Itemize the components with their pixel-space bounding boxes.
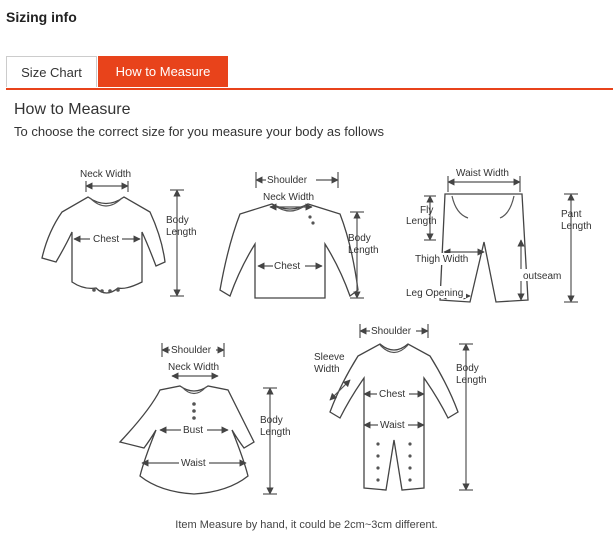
label-body-length-2: Length (456, 375, 487, 386)
label-body-length-2: Length (166, 227, 197, 238)
label-neck-width: Neck Width (80, 169, 132, 180)
label-chest: Chest (379, 389, 406, 400)
section-heading: How to Measure (14, 101, 131, 118)
bodysuit-figure (42, 169, 197, 296)
label-shoulder: Shoulder (171, 345, 212, 356)
label-shoulder: Shoulder (371, 326, 412, 337)
label-waist: Waist (380, 420, 405, 431)
label-waist: Waist (181, 458, 206, 469)
label-sleeve-width-2: Width (314, 364, 340, 375)
label-chest: Chest (274, 261, 301, 272)
label-fly-length-2: Length (406, 216, 437, 227)
label-pant-length: Pant (561, 209, 582, 220)
label-body-length: Body (456, 363, 479, 374)
label-body-length: Body (260, 415, 283, 426)
label-neck-width: Neck Width (263, 192, 315, 203)
label-bust: Bust (183, 425, 204, 436)
label-body-length-2: Length (348, 245, 379, 256)
measure-note: Item Measure by hand, it could be 2cm~3cm different. (175, 519, 438, 531)
shirt-figure (220, 172, 379, 298)
label-fly-length: Fly (420, 205, 434, 216)
label-leg-opening: Leg Opening (406, 288, 464, 299)
pants-figure (406, 168, 592, 302)
page-title: Sizing info (6, 9, 77, 25)
tab-how-to-measure[interactable]: How to Measure (98, 56, 228, 87)
label-sleeve-width: Sleeve (314, 352, 345, 363)
label-thigh-width: Thigh Width (415, 254, 469, 265)
label-chest: Chest (93, 234, 120, 245)
label-outseam: outseam (523, 271, 562, 282)
label-shoulder: Shoulder (267, 175, 308, 186)
dress-figure (120, 343, 291, 494)
label-pant-length-2: Length (561, 221, 592, 232)
label-body-length: Body (348, 233, 371, 244)
label-body-length: Body (166, 215, 189, 226)
section-subtitle: To choose the correct size for you measure your body as follows (14, 124, 384, 139)
tab-size-chart[interactable]: Size Chart (6, 56, 97, 87)
romper-figure (314, 324, 487, 490)
label-neck-width: Neck Width (168, 362, 220, 373)
label-body-length-2: Length (260, 427, 291, 438)
label-waist-width: Waist Width (456, 168, 509, 179)
